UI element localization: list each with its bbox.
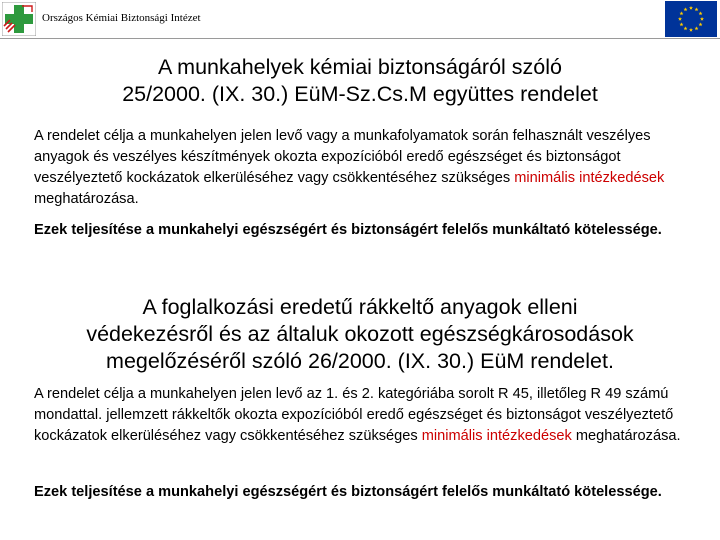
section2-para1-end: meghatározása. bbox=[571, 428, 681, 444]
section1-title-line1: A munkahelyek kémiai biztonságáról szóló bbox=[158, 55, 562, 79]
green-cross-logo-icon bbox=[2, 2, 36, 36]
header-bar bbox=[0, 0, 720, 39]
section2-title-line1: A foglalkozási eredetű rákkeltő anyagok elleni bbox=[142, 295, 578, 319]
section2-paragraph1 bbox=[34, 384, 694, 447]
section2-title bbox=[20, 294, 700, 375]
section2-paragraph2: Ezek teljesítése a munkahelyi egészségért és biztonságért felelős munkáltató kötelessége. bbox=[34, 484, 662, 500]
section2-title-line2: védekezésről és az általuk okozott egészségkárosodások bbox=[86, 322, 634, 346]
section1-paragraph1 bbox=[34, 126, 694, 210]
organization-name: Országos Kémiai Biztonsági Intézet bbox=[42, 12, 201, 24]
section1-paragraph2: Ezek teljesítése a munkahelyi egészségért és biztonságért felelős munkáltató kötelessége. bbox=[34, 222, 662, 238]
eu-flag-icon bbox=[665, 1, 717, 37]
section2-para1-text: A rendelet célja a munkahelyen jelen levő az 1. és 2. kategóriába sorolt R 45, illetőleg R 49 számú mondattal. jellemzett rákkeltők okozta expozícióból eredő egészséget és biztonságot veszélyeztető kockázatok elkerüléséhez vagy csökkentéséhez szükséges bbox=[34, 386, 674, 444]
section1-para1-text: A rendelet célja a munkahelyen jelen levő vagy a munkafolyamatok során felhasznált veszélyes anyagok és veszélyes készítmények okozta expozícióból eredő egészséget és biztonságot veszélyeztető kockázatok elkerüléséhez vagy csökkentéséhez szükséges bbox=[34, 128, 651, 186]
section1-title bbox=[20, 54, 700, 108]
section2-title-line3: megelőzéséről szóló 26/2000. (IX. 30.) EüM rendelet. bbox=[106, 349, 614, 373]
section1-title-line2: 25/2000. (IX. 30.) EüM-Sz.Cs.M együttes rendelet bbox=[122, 82, 598, 106]
section1-para1-highlight: minimális intézkedések bbox=[514, 170, 665, 186]
section2-para1-highlight: minimális intézkedések bbox=[421, 428, 572, 444]
section1-para1-end: meghatározása. bbox=[34, 191, 139, 207]
